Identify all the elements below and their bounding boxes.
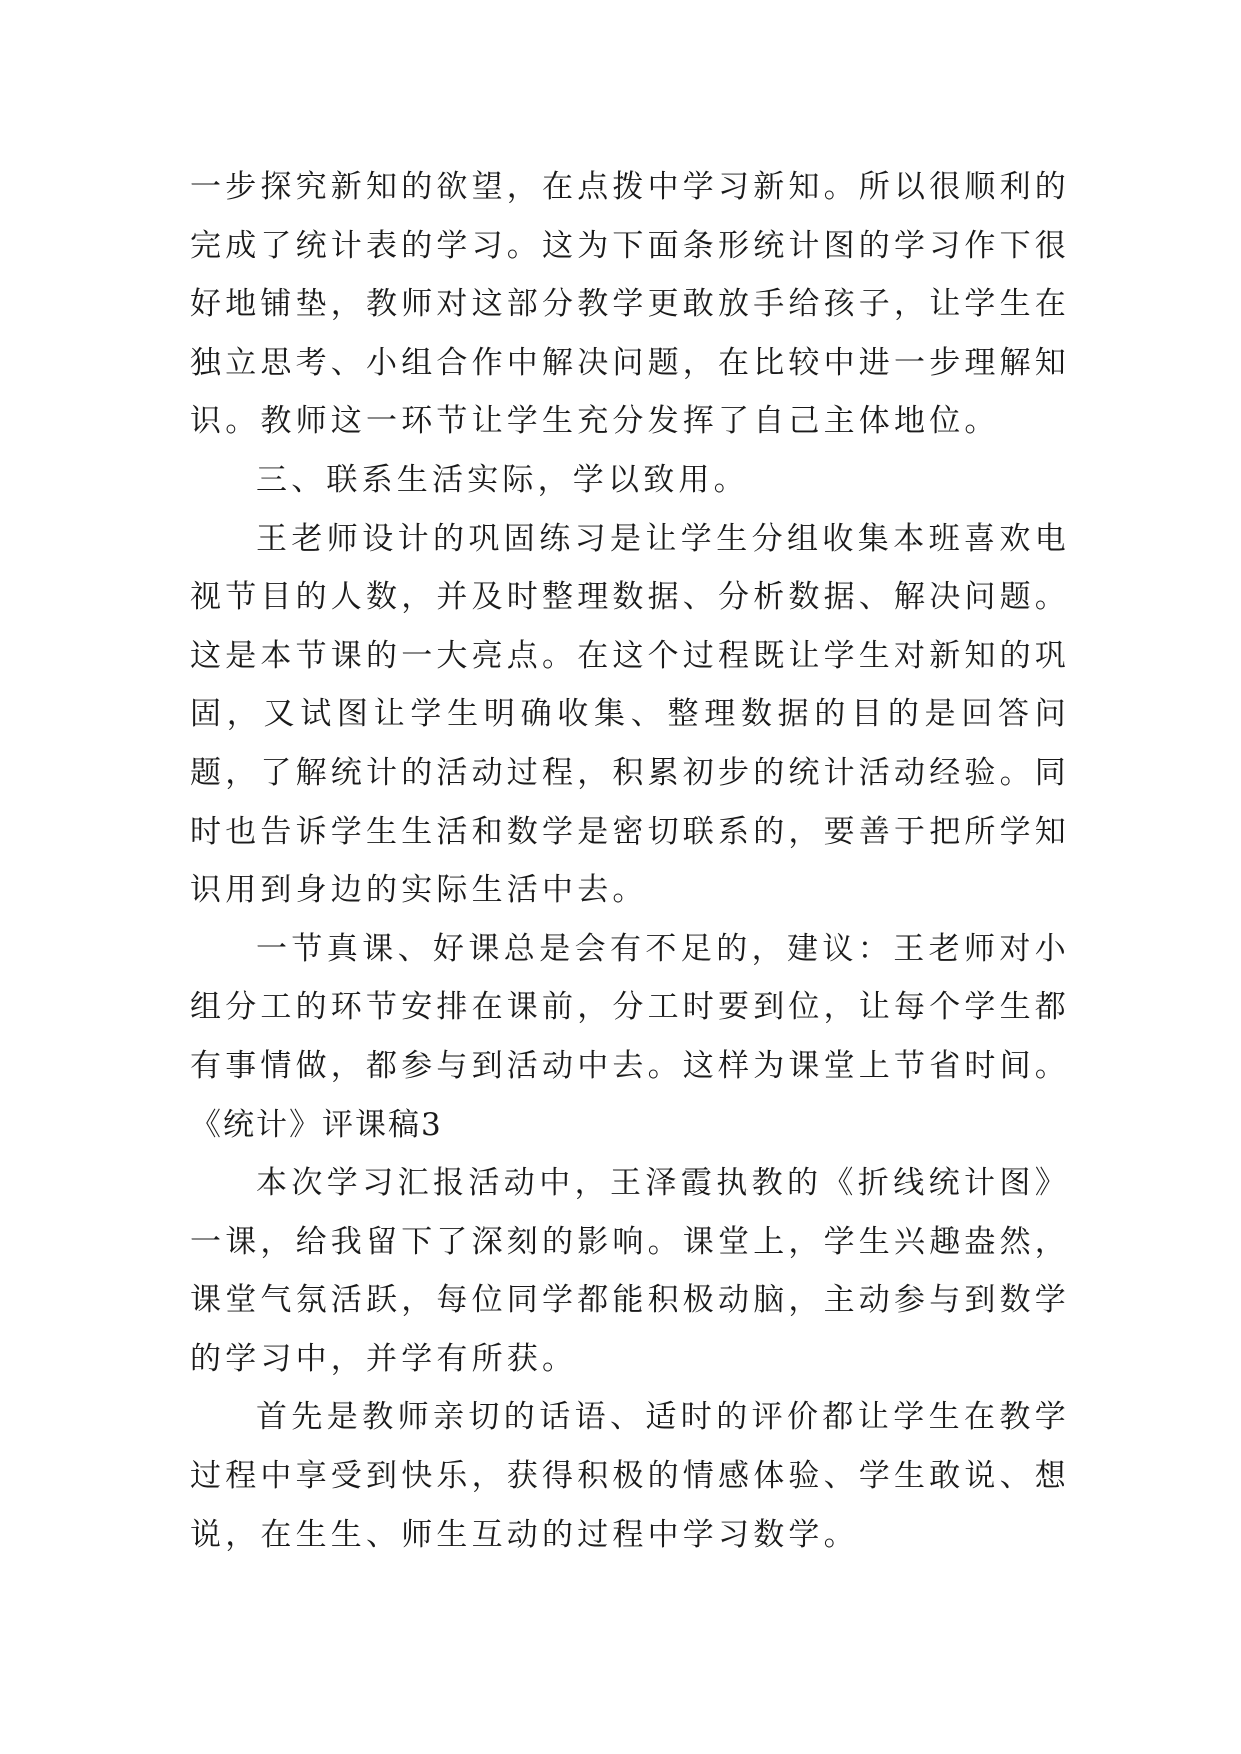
paragraph-intro: 本次学习汇报活动中，王泽霞执教的《折线统计图》一课，给我留下了深刻的影响。课堂上，学生兴趣盎然，课堂气氛活跃，每位同学都能积极动脑，主动参与到数学的学习中，并学有所获。 bbox=[190, 1165, 1070, 1377]
document-body bbox=[190, 158, 1070, 1564]
paragraph-suggestion: 一节真课、好课总是会有不足的，建议：王老师对小组分工的环节安排在课前，分工时要到位，让每个学生都有事情做，都参与到活动中去。这样为课堂上节省时间。 bbox=[190, 930, 1070, 1084]
paragraph-practice: 王老师设计的巩固练习是让学生分组收集本班喜欢电视节目的人数，并及时整理数据、分析数据、解决问题。这是本节课的一大亮点。在这个过程既让学生对新知的巩固，又试图让学生明确收集、整理数据的目的是回答问题，了解统计的活动过程，积累初步的统计活动经验。同时也告诉学生生活和数学是密切联系的，要善于把所学知识用到身边的实际生活中去。 bbox=[190, 520, 1070, 909]
paragraph-section-three: 三、联系生活实际，学以致用。 bbox=[256, 461, 749, 498]
paragraph-first-point: 首先是教师亲切的话语、适时的评价都让学生在教学过程中享受到快乐，获得积极的情感体验、学生敢说、想说，在生生、师生互动的过程中学习数学。 bbox=[190, 1399, 1070, 1553]
section-heading: 《统计》评课稿3 bbox=[190, 1106, 443, 1143]
paragraph-continuation: 一步探究新知的欲望，在点拨中学习新知。所以很顺利的完成了统计表的学习。这为下面条形统计图的学习作下很好地铺垫，教师对这部分教学更敢放手给孩子，让学生在独立思考、小组合作中解决问题，在比较中进一步理解知识。教师这一环节让学生充分发挥了自己主体地位。 bbox=[190, 169, 1070, 440]
